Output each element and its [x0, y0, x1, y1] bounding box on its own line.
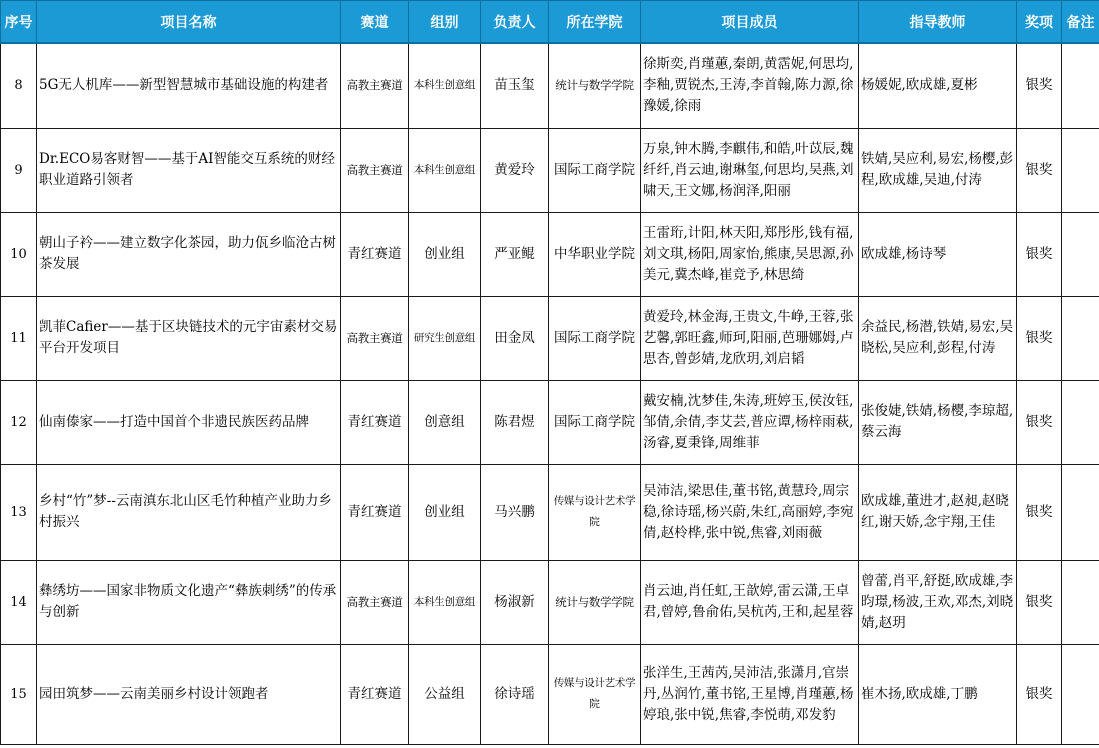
cell-members: 王雷珩,计阳,林天阳,郑彤彤,钱有福,刘文琪,杨阳,周家怡,熊康,吴思源,孙美元,冀杰峰,崔竞予,林思绮: [641, 212, 859, 296]
table-row: [1, 212, 1099, 296]
cell-seq: 8: [1, 43, 37, 128]
cell-group: 本科生创意组: [409, 43, 481, 128]
cell-leader: 徐诗瑶: [481, 644, 549, 744]
cell-note: [1062, 296, 1099, 380]
table-row: [1, 644, 1099, 744]
header-members: 项目成员: [641, 1, 859, 44]
table-row: [1, 43, 1099, 128]
cell-track: 青红赛道: [341, 380, 409, 464]
cell-teachers: 余益民,杨潜,铁婧,易宏,吴晓松,吴应利,彭程,付涛: [859, 296, 1017, 380]
cell-award: 银奖: [1017, 296, 1062, 380]
cell-project-name: 5G无人机库——新型智慧城市基础设施的构建者: [37, 43, 341, 128]
cell-leader: 马兴鹏: [481, 464, 549, 560]
cell-track: 青红赛道: [341, 644, 409, 744]
cell-award: 银奖: [1017, 128, 1062, 212]
cell-award: 银奖: [1017, 212, 1062, 296]
cell-leader: 严亚鲲: [481, 212, 549, 296]
cell-track: 高教主赛道: [341, 128, 409, 212]
cell-award: 银奖: [1017, 644, 1062, 744]
cell-project-name: 仙南傣家——打造中国首个非遗民族医药品牌: [37, 380, 341, 464]
cell-seq: 13: [1, 464, 37, 560]
cell-group: 创业组: [409, 212, 481, 296]
cell-members: 肖云迪,肖任虹,王歆婷,雷云潇,王卓君,曾婷,鲁俞佑,吴杭芮,王和,起星蓉: [641, 560, 859, 644]
cell-project-name: 园田筑梦——云南美丽乡村设计领跑者: [37, 644, 341, 744]
cell-college: 传媒与设计艺术学院: [549, 644, 641, 744]
cell-award: 银奖: [1017, 560, 1062, 644]
cell-seq: 12: [1, 380, 37, 464]
cell-leader: 黄爱玲: [481, 128, 549, 212]
header-teachers: 指导教师: [859, 1, 1017, 44]
cell-note: [1062, 380, 1099, 464]
cell-members: 徐斯奕,肖瑾蕙,秦朗,黄霑妮,何思均,李釉,贾锐杰,王涛,李首翰,陈力源,徐豫媛,徐雨: [641, 43, 859, 128]
header-track: 赛道: [341, 1, 409, 44]
cell-note: [1062, 212, 1099, 296]
cell-teachers: 欧成雄,董进才,赵昶,赵晓红,谢天娇,念宇翔,王佳: [859, 464, 1017, 560]
cell-award: 银奖: [1017, 43, 1062, 128]
cell-members: 黄爱玲,林金海,王贵文,牛峥,王蓉,张艺馨,郭旺鑫,师珂,阳丽,芭珊娜姆,卢思杏,曾彭婧,龙欣玥,刘启韬: [641, 296, 859, 380]
cell-members: 戴安楠,沈梦佳,朱涛,班婷玉,侯汝钰,邹倩,余倩,李艾芸,普应谭,杨梓雨萩,汤睿,夏秉锋,周维菲: [641, 380, 859, 464]
cell-seq: 11: [1, 296, 37, 380]
cell-track: 青红赛道: [341, 212, 409, 296]
cell-note: [1062, 644, 1099, 744]
cell-award: 银奖: [1017, 464, 1062, 560]
cell-project-name: 乡村“竹”梦--云南滇东北山区毛竹种植产业助力乡村振兴: [37, 464, 341, 560]
cell-members: 吴沛洁,梁思佳,董书铭,黄慧玲,周宗稳,徐诗瑶,杨兴蔚,朱红,高丽婷,李宛倩,赵柃桦,张中锐,焦睿,刘雨薇: [641, 464, 859, 560]
cell-project-name: 凯菲Cafier——基于区块链技术的元宇宙素材交易平台开发项目: [37, 296, 341, 380]
cell-members: 张洋生,王茜芮,吴沛洁,张潇月,官崇丹,丛润竹,董书铭,王星博,肖瑾蕙,杨婷琅,张中锐,焦睿,李悦萌,邓发豹: [641, 644, 859, 744]
cell-college: 国际工商学院: [549, 380, 641, 464]
table-row: [1, 296, 1099, 380]
cell-teachers: 欧成雄,杨诗琴: [859, 212, 1017, 296]
cell-group: 创业组: [409, 464, 481, 560]
header-award: 奖项: [1017, 1, 1062, 44]
cell-college: 国际工商学院: [549, 128, 641, 212]
cell-seq: 9: [1, 128, 37, 212]
cell-note: [1062, 560, 1099, 644]
cell-project-name: Dr.ECO易客财智——基于AI智能交互系统的财经职业道路引领者: [37, 128, 341, 212]
cell-teachers: 杨媛妮,欧成雄,夏彬: [859, 43, 1017, 128]
cell-college: 统计与数学学院: [549, 43, 641, 128]
cell-teachers: 张俊婕,铁婧,杨樱,李琼超,蔡云海: [859, 380, 1017, 464]
header-project-name: 项目名称: [37, 1, 341, 44]
cell-teachers: 铁婧,吴应利,易宏,杨樱,彭程,欧成雄,吴迪,付涛: [859, 128, 1017, 212]
table-row: [1, 464, 1099, 560]
header-college: 所在学院: [549, 1, 641, 44]
cell-college: 传媒与设计艺术学院: [549, 464, 641, 560]
header-note: 备注: [1062, 1, 1099, 44]
cell-seq: 14: [1, 560, 37, 644]
cell-project-name: 朝山子衿——建立数字化茶园，助力佤乡临沧古树茶发展: [37, 212, 341, 296]
header-group: 组别: [409, 1, 481, 44]
cell-note: [1062, 128, 1099, 212]
cell-project-name: 彝绣坊——国家非物质文化遗产“彝族刺绣”的传承与创新: [37, 560, 341, 644]
table-row: [1, 560, 1099, 644]
cell-note: [1062, 464, 1099, 560]
cell-members: 万泉,钟木腾,李麒伟,和皓,叶苡辰,魏纤纤,肖云迪,谢琳玺,何思均,吴燕,刘啸天,王文娜,杨润泽,阳丽: [641, 128, 859, 212]
cell-teachers: 崔木扬,欧成雄,丁鹏: [859, 644, 1017, 744]
cell-note: [1062, 43, 1099, 128]
cell-track: 高教主赛道: [341, 296, 409, 380]
cell-college: 统计与数学学院: [549, 560, 641, 644]
cell-leader: 杨淑新: [481, 560, 549, 644]
cell-group: 公益组: [409, 644, 481, 744]
cell-college: 国际工商学院: [549, 296, 641, 380]
cell-track: 青红赛道: [341, 464, 409, 560]
cell-track: 高教主赛道: [341, 560, 409, 644]
cell-track: 高教主赛道: [341, 43, 409, 128]
cell-group: 创意组: [409, 380, 481, 464]
cell-leader: 田金凤: [481, 296, 549, 380]
table-header-row: [1, 1, 1099, 44]
cell-college: 中华职业学院: [549, 212, 641, 296]
cell-group: 本科生创意组: [409, 128, 481, 212]
cell-award: 银奖: [1017, 380, 1062, 464]
header-seq: 序号: [1, 1, 37, 44]
cell-teachers: 曾蕾,肖平,舒挺,欧成雄,李昀璟,杨波,王欢,邓杰,刘晓婧,赵玥: [859, 560, 1017, 644]
cell-group: 本科生创意组: [409, 560, 481, 644]
cell-leader: 苗玉玺: [481, 43, 549, 128]
header-leader: 负责人: [481, 1, 549, 44]
cell-seq: 15: [1, 644, 37, 744]
table-row: [1, 380, 1099, 464]
table-row: [1, 128, 1099, 212]
cell-leader: 陈君煜: [481, 380, 549, 464]
cell-seq: 10: [1, 212, 37, 296]
cell-group: 研究生创意组: [409, 296, 481, 380]
